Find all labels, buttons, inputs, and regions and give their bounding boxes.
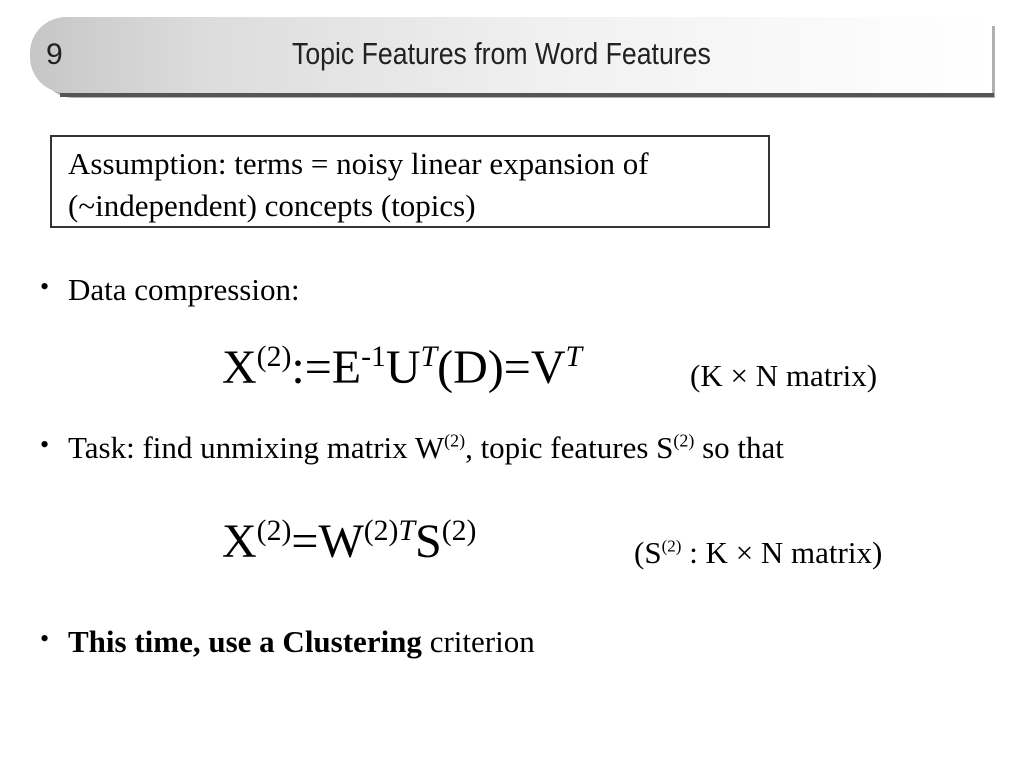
title-underline [60,93,994,97]
assumption-box [50,135,770,228]
clustering-bold: This time, use a Clustering [68,624,422,659]
eq1-assign: :=E [291,341,362,394]
equation-unmixing-note [634,535,882,571]
slide-number: 9 [46,38,63,71]
bullet-dot: • [40,272,50,301]
bullet-dot: • [40,624,50,653]
eq2-note-rest: : K × N matrix) [681,535,883,570]
eq2-w-sup: (2) [363,514,399,547]
eq1-x-sup: (2) [256,340,292,373]
equation-compression-note: (K × N matrix) [690,358,878,393]
eq2-note-open: (S [634,535,662,570]
eq1-x: X [222,341,257,394]
eq1-e-sup: -1 [361,340,386,373]
bullet-dot: • [40,430,50,459]
task-suffix: so that [694,430,784,465]
task-prefix: Task: find unmixing matrix W [68,430,445,465]
equation-compression [222,340,582,395]
equation-unmixing [222,514,476,569]
eq2-x: X [222,515,257,568]
eq2-w-sup-t: T [398,514,415,547]
slide-title: Topic Features from Word Features [292,36,711,71]
clustering-rest: criterion [421,624,535,659]
eq1-u-sup: T [420,340,438,373]
eq1-v-sup: T [565,340,583,373]
eq2-x-sup: (2) [256,514,292,547]
eq1-u: U [385,341,421,394]
task-sup-w: (2) [444,430,466,451]
eq2-s-sup: (2) [441,514,477,547]
eq2-eq-w: =W [291,515,364,568]
eq2-s: S [415,515,442,568]
eq2-note-sup: (2) [661,536,682,556]
assumption-line-2: (~independent) concepts (topics) [68,188,476,223]
bullet-text [68,430,784,466]
eq1-mid: (D)=V [437,341,566,394]
task-sup-s: (2) [673,430,695,451]
bullet-text [68,624,535,660]
bullet-text: Data compression: [68,272,300,307]
assumption-line-1: Assumption: terms = noisy linear expansion of [68,146,649,181]
task-middle: , topic features S [465,430,674,465]
